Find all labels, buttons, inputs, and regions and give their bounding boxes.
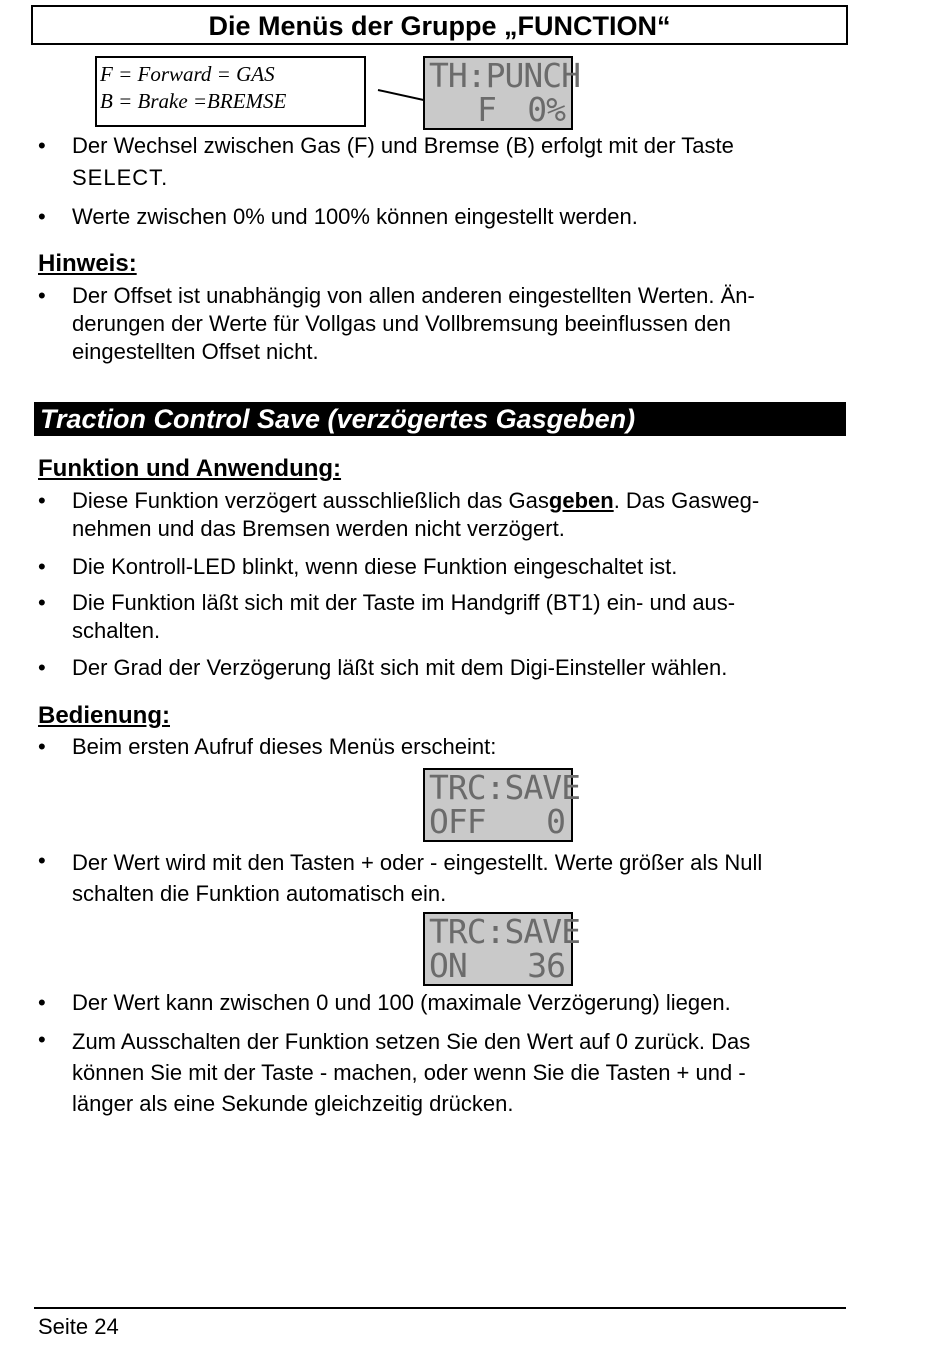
legend-line-forward: F = Forward = GAS: [100, 62, 275, 86]
lcd-line1: TRC:SAVE: [429, 912, 580, 951]
lcd-line2-right: 36: [527, 946, 565, 985]
emphasis-text: geben: [548, 488, 614, 513]
footer-divider: [34, 1307, 846, 1309]
list-item-text: Der Wert wird mit den Tasten + oder - eingestellt. Werte größer als Null: [72, 850, 763, 875]
function-usage-heading: Funktion und Anwendung:: [38, 455, 342, 482]
lcd-line2-right: 0: [546, 802, 565, 841]
bullet-icon: •: [38, 488, 46, 513]
list-item: [38, 589, 850, 645]
section-title-bar: Traction Control Save (verzögertes Gasgeben): [34, 402, 846, 436]
lcd-display-off: [423, 768, 580, 842]
list-item: [38, 132, 850, 192]
lcd-line2-left: ON: [429, 946, 467, 985]
page-header-title: Die Menüs der Gruppe „FUNCTION“: [31, 5, 848, 45]
bullet-icon: •: [38, 848, 46, 873]
bullet-icon: •: [38, 734, 46, 759]
list-item-text: Zum Ausschalten der Funktion setzen Sie den Wert auf 0 zurück. Das: [72, 1029, 751, 1054]
list-item: [38, 282, 850, 366]
bullet-icon: •: [38, 655, 46, 680]
bullet-icon: •: [38, 204, 46, 229]
list-item-text: Beim ersten Aufruf dieses Menüs erscheint:: [72, 734, 497, 759]
bullet-icon: •: [38, 133, 46, 158]
list-item: [38, 487, 850, 543]
list-item: [38, 654, 850, 682]
bullet-icon: •: [38, 554, 46, 579]
bullet-icon: •: [38, 1027, 46, 1052]
list-item-text: Diese Funktion verzögert ausschließlich das Gas: [72, 488, 549, 513]
list-item-text: eingestellten Offset nicht.: [72, 339, 319, 364]
lcd-line1: TRC:SAVE: [429, 768, 580, 807]
bullet-icon: •: [38, 283, 46, 308]
list-item-text: länger als eine Sekunde gleichzeitig drücken.: [72, 1091, 514, 1116]
list-item-text: derungen der Werte für Vollgas und Vollbremsung beeinflussen den: [72, 311, 731, 336]
list-item-text: Der Grad der Verzögerung läßt sich mit dem Digi-Einsteller wählen.: [72, 655, 728, 680]
list-item: [38, 847, 850, 909]
legend-line-brake: B = Brake =BREMSE: [100, 89, 287, 113]
lcd-display-punch: [423, 56, 580, 130]
bullet-icon: •: [38, 590, 46, 615]
list-item-text: nehmen und das Bremsen werden nicht verzögert.: [72, 516, 565, 541]
bullet-icon: •: [38, 990, 46, 1015]
hint-heading: Hinweis:: [38, 250, 137, 277]
list-item-text: SELECT.: [72, 165, 169, 190]
list-item: [38, 989, 850, 1017]
list-item-text: Der Offset ist unabhängig von allen anderen eingestellten Werten. Än-: [72, 283, 755, 308]
list-item: [38, 733, 850, 761]
list-item-text: Der Wert kann zwischen 0 und 100 (maximale Verzögerung) liegen.: [72, 990, 731, 1015]
lcd-line2-right: 0%: [527, 90, 565, 129]
list-item: [38, 553, 850, 581]
list-item-text: schalten die Funktion automatisch ein.: [72, 881, 447, 906]
operation-heading: Bedienung:: [38, 702, 170, 729]
list-item-text: Der Wechsel zwischen Gas (F) und Bremse (B) erfolgt mit der Taste: [72, 133, 734, 158]
list-item: [38, 203, 850, 231]
lcd-line2-left: OFF: [429, 802, 486, 841]
list-item-text: Werte zwischen 0% und 100% können eingestellt werden.: [72, 204, 638, 229]
list-item-text: Die Funktion läßt sich mit der Taste im Handgriff (BT1) ein- und aus-: [72, 590, 736, 615]
list-item: [38, 1026, 850, 1119]
list-item-text: . Das Gasweg-: [613, 488, 760, 513]
lcd-display-on: [423, 912, 580, 986]
list-item-text: Die Kontroll-LED blinkt, wenn diese Funktion eingeschaltet ist.: [72, 554, 678, 579]
legend-box: [95, 56, 366, 127]
list-item-text: schalten.: [72, 618, 161, 643]
lcd-line1: TH:PUNCH: [429, 56, 580, 95]
list-item-text: können Sie mit der Taste - machen, oder wenn Sie die Tasten + und -: [72, 1060, 746, 1085]
lcd-line2-left: F: [477, 90, 496, 129]
page-number: Seite 24: [38, 1314, 119, 1339]
